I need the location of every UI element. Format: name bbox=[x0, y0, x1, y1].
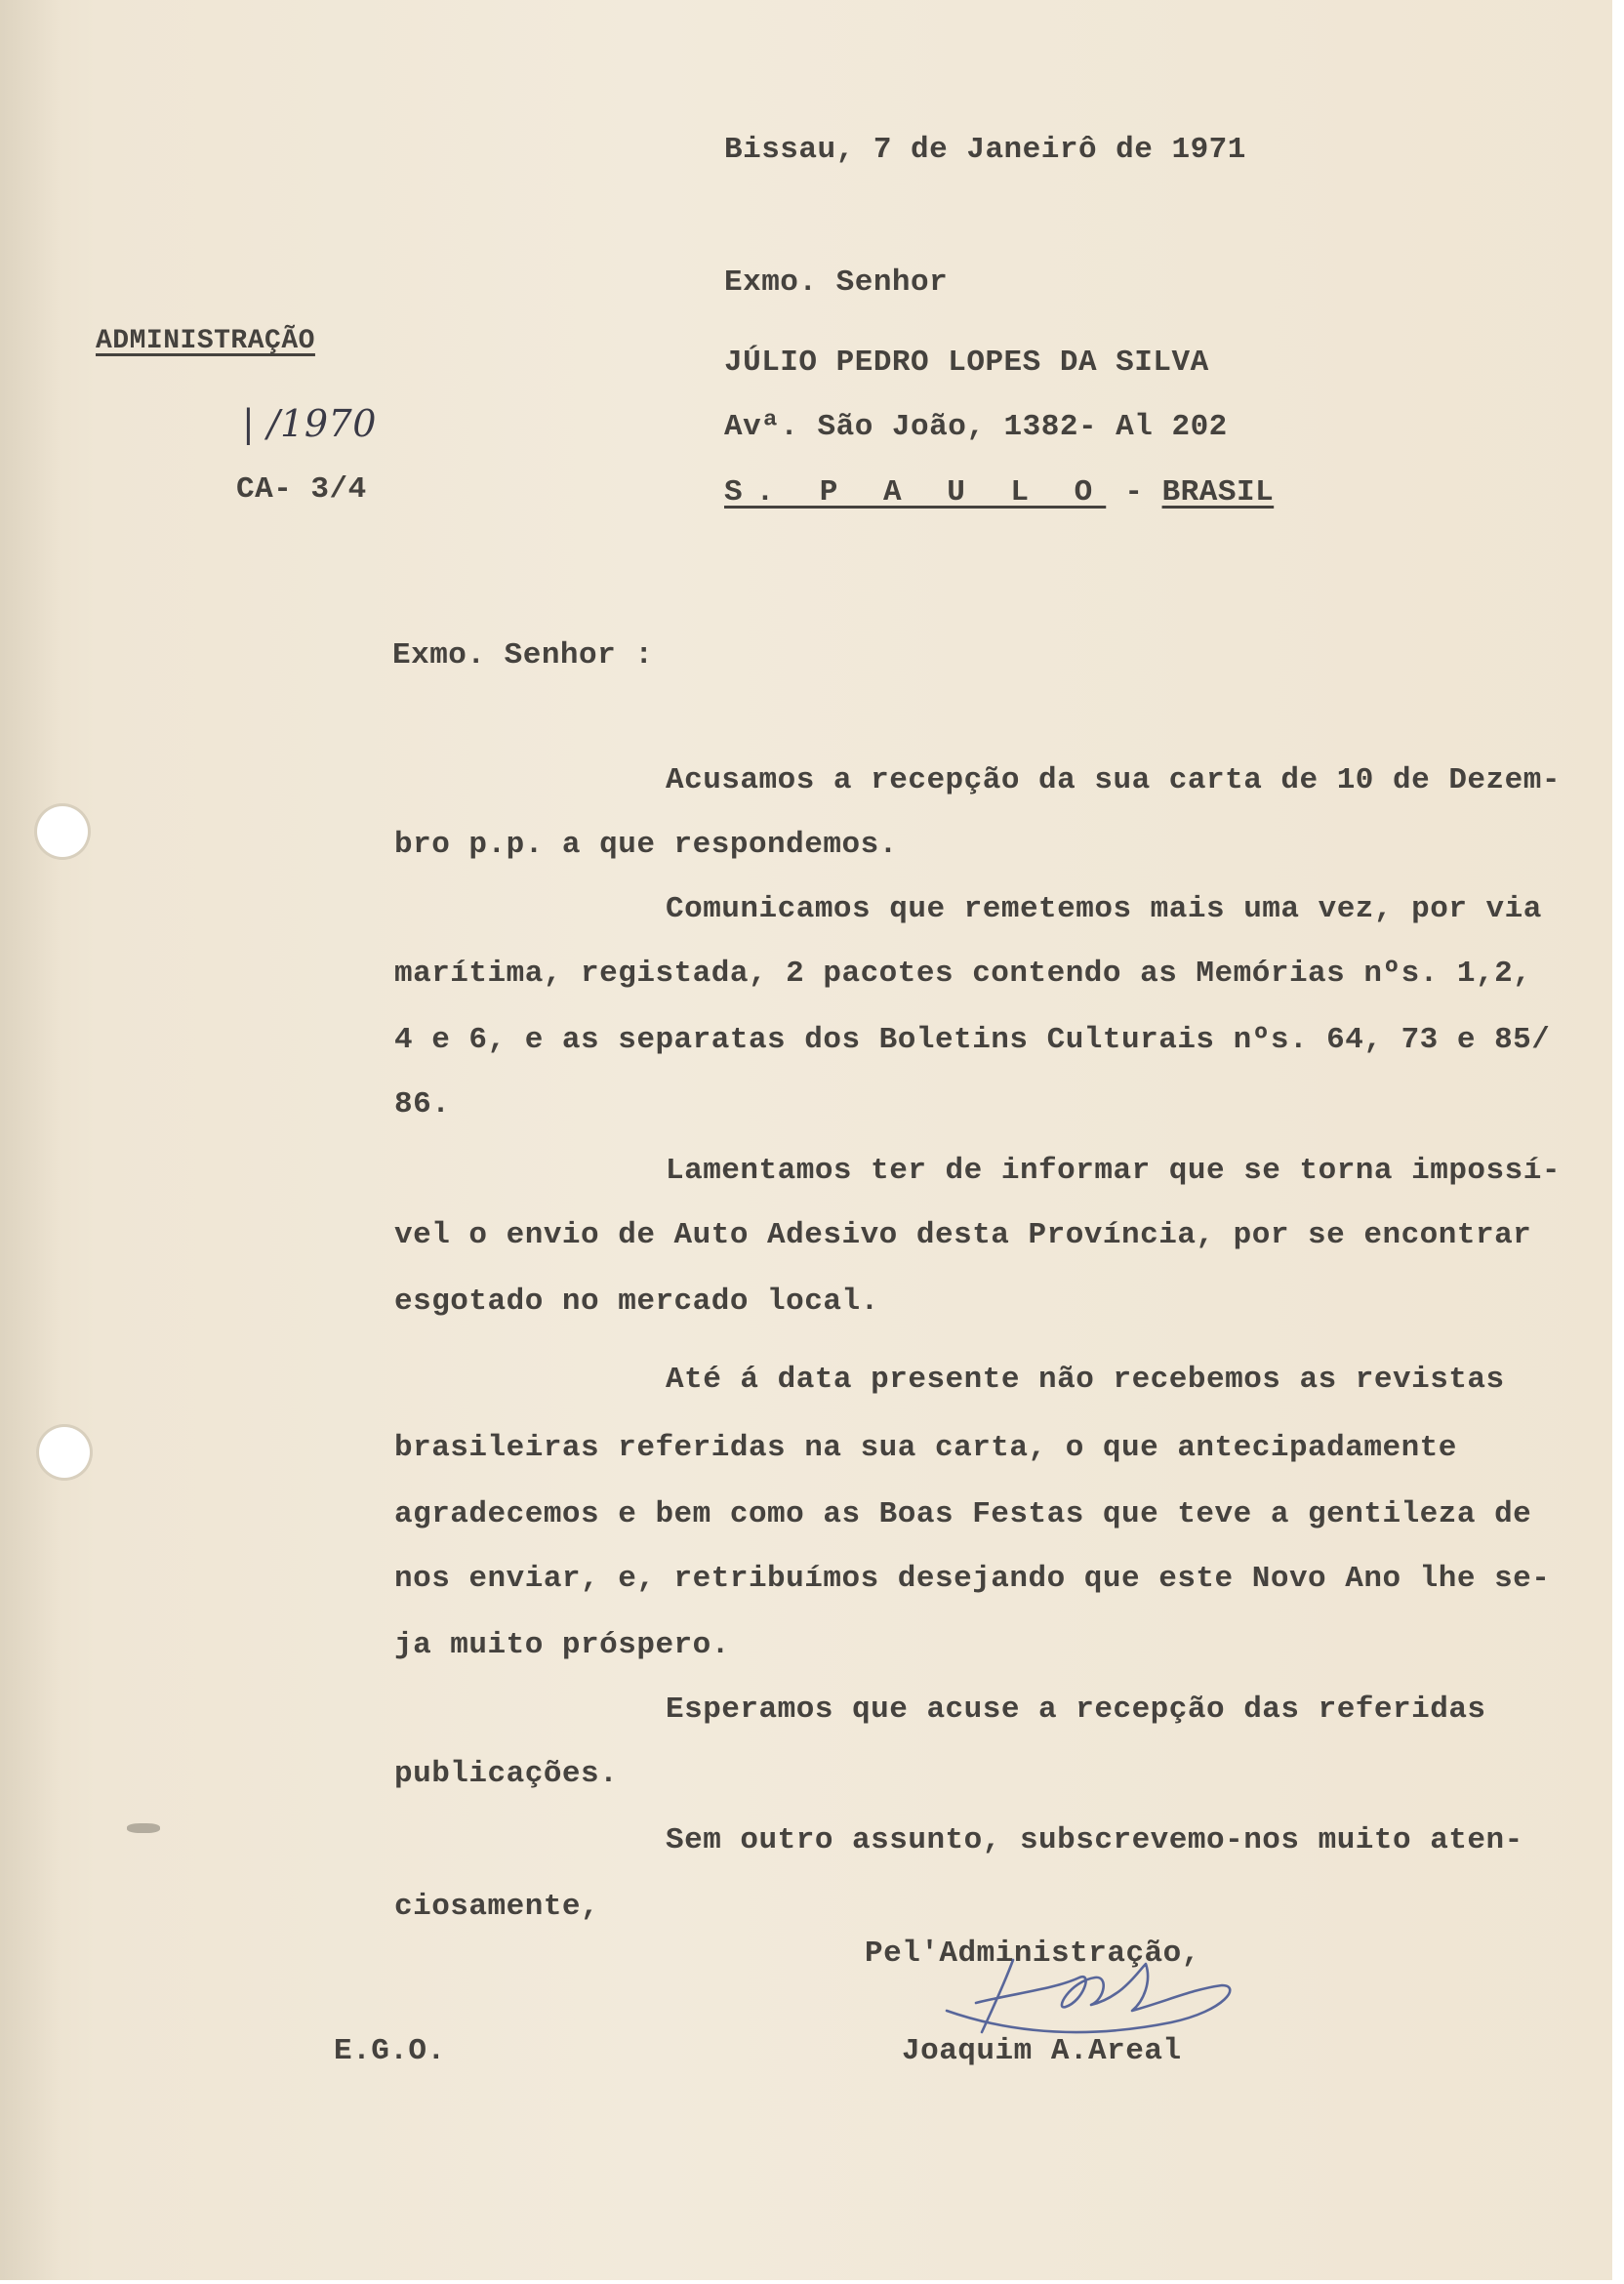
body-line: 4 e 6, e as separatas dos Boletins Culturais nºs. 64, 73 e 85/ bbox=[394, 1023, 1551, 1057]
place-date: Bissau, 7 de Janeirô de 1971 bbox=[724, 133, 1246, 167]
body-line: nos enviar, e, retribuímos desejando que este Novo Ano lhe se- bbox=[394, 1562, 1551, 1596]
recipient-salutation: Exmo. Senhor bbox=[724, 265, 949, 300]
punch-hole-top bbox=[37, 806, 88, 857]
body-line: agradecemos e bem como as Boas Festas que teve a gentileza de bbox=[394, 1497, 1532, 1531]
initials: E.G.O. bbox=[334, 2034, 446, 2068]
recipient-country: BRASIL bbox=[1161, 475, 1275, 510]
body-line: esgotado no mercado local. bbox=[394, 1285, 879, 1319]
greeting: Exmo. Senhor : bbox=[392, 638, 654, 673]
city-separator: - bbox=[1106, 475, 1162, 510]
body-line: bro p.p. a que respondemos. bbox=[394, 828, 898, 862]
reference-number: | /1970 bbox=[242, 402, 377, 445]
body-line: Sem outro assunto, subscrevemo-nos muito aten- bbox=[666, 1823, 1523, 1857]
body-line: publicações. bbox=[394, 1757, 619, 1791]
body-line: brasileiras referidas na sua carta, o que antecipadamente bbox=[394, 1431, 1457, 1465]
recipient-name: JÚLIO PEDRO LOPES DA SILVA bbox=[724, 346, 1209, 380]
signatory-name: Joaquim A.Areal bbox=[902, 2034, 1182, 2068]
body-line: Até á data presente não recebemos as revistas bbox=[666, 1363, 1505, 1397]
body-line: 86. bbox=[394, 1087, 451, 1122]
body-line: ciosamente, bbox=[394, 1890, 600, 1924]
recipient-street: Avª. São João, 1382- Al 202 bbox=[724, 410, 1228, 444]
ink-smudge bbox=[127, 1823, 160, 1833]
punch-hole-bottom bbox=[39, 1427, 90, 1478]
paper-edge-shadow bbox=[0, 0, 59, 2280]
closing: Pel'Administração, bbox=[865, 1937, 1200, 1971]
recipient-city-line bbox=[724, 475, 1274, 510]
body-line: ja muito próspero. bbox=[394, 1628, 730, 1662]
body-line: Lamentamos ter de informar que se torna impossí- bbox=[666, 1154, 1561, 1188]
recipient-city: S. P A U L O bbox=[724, 475, 1107, 510]
reference-code: CA- 3/4 bbox=[236, 472, 367, 507]
body-line: vel o envio de Auto Adesivo desta Província, por se encontrar bbox=[394, 1218, 1532, 1252]
body-line: marítima, registada, 2 pacotes contendo as Memórias nºs. 1,2, bbox=[394, 957, 1532, 991]
handwritten-signature bbox=[937, 1942, 1259, 2050]
body-line: Comunicamos que remetemos mais uma vez, por via bbox=[666, 892, 1542, 926]
body-line: Esperamos que acuse a recepção das referidas bbox=[666, 1693, 1486, 1727]
body-line: Acusamos a recepção da sua carta de 10 de Dezem- bbox=[666, 763, 1561, 797]
reference-department: ADMINISTRAÇÃO bbox=[96, 326, 315, 356]
